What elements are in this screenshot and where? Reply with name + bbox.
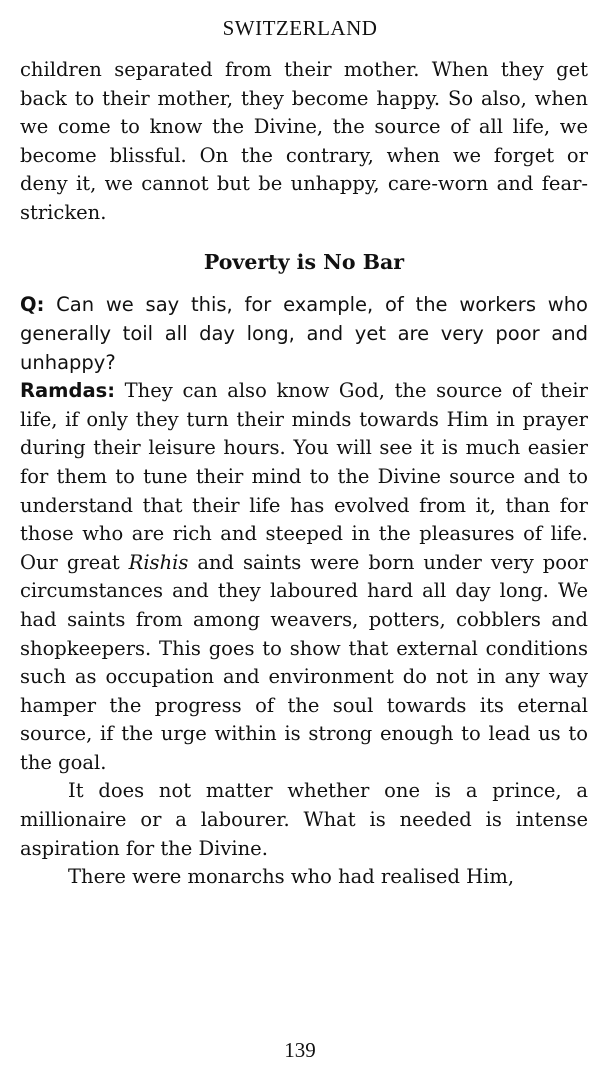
answer-label: Ramdas: — [20, 379, 116, 403]
answer-text-b: and saints were born under very poor circumstances and they laboured hard all day long. We had saints from among weavers, potters, cobblers and shopkeepers. This goes to show that external conditions such as occupation and environment do not in any way hamper the progress of the soul towards its eternal source, if the urge within is strong enough to lead us to the goal. — [20, 550, 588, 774]
paragraph-prince: It does not matter whether one is a prince, a millionaire or a labourer. What is needed is intense aspiration for the Divine. — [20, 779, 588, 860]
question-paragraph — [20, 290, 588, 377]
answer-italic-term: Rishis — [128, 550, 189, 574]
answer-paragraph — [20, 377, 588, 777]
answer-text-a: They can also know God, the source of their life, if only they turn their minds towards Him in prayer during their leisure hours. You will see it is much easier for them to tune their mind to the Divine source and to understand that their life has evolved from it, than for those who are rich and steeped in the pleasures of life. Our great — [20, 379, 588, 574]
paragraph-continued: children separated from their mother. When they get back to their mother, they become happy. So also, when we come to know the Divine, the source of all life, we become blissful. On the contrary, when we forget or deny it, we cannot but be unhappy, care-worn and fear-stricken. — [20, 58, 588, 224]
body-text — [20, 56, 588, 892]
section-heading: Poverty is No Bar — [203, 249, 405, 274]
paragraph-monarchs: There were monarchs who had realised Him, — [68, 865, 515, 889]
question-text: Can we say this, for example, of the workers who generally toil all day long, and yet are very poor and unhappy? — [20, 293, 588, 375]
running-head: SWITZERLAND — [222, 16, 378, 40]
question-label: Q: — [20, 293, 45, 317]
page-number: 139 — [284, 1038, 316, 1062]
